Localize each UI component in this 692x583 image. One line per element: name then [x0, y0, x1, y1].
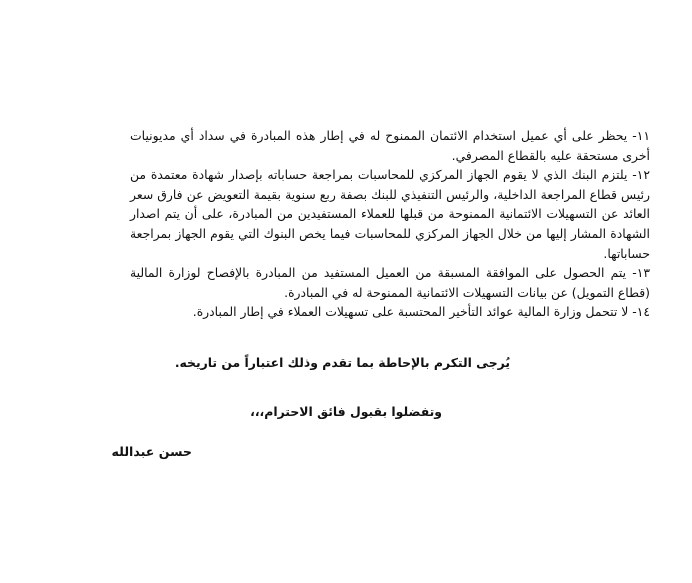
- clause-12: ١٢- يلتزم البنك الذي لا يقوم الجهاز المركزي للمحاسبات بمراجعة حساباته بإصدار شهادة معتمدة من رئيس قطاع المراجعة الداخلية، والرئيس التنفيذي للبنك بصفة ربع سنوية بقيمة التعويض عن فارق سعر العائد عن التسهيلات الائتمانية الممنوحة من قبلها للعملاء المستفيدين من المبادرة، على أن يتم اصدار الشهادة المشار إليها من خلال الجهاز المركزي للمحاسبات فيما يخص البنوك التي يقوم الجهاز بمراجعة حساباتها.: [130, 167, 650, 261]
- clause-13: ١٣- يتم الحصول على الموافقة المسبقة من العميل المستفيد من المبادرة بالإفصاح لوزارة المالية (قطاع التمويل) عن بيانات التسهيلات الائتمانية الممنوحة له في المبادرة.: [130, 265, 650, 300]
- closing-regards: وتفضلوا بقبول فائق الاحترام،،،: [250, 404, 442, 419]
- clause-11: ١١- يحظر على أي عميل استخدام الائتمان الممنوح له في إطار هذه المبادرة في سداد أي مديونيات أخرى مستحقة عليه بالقطاع المصرفي.: [130, 128, 650, 163]
- clause-14: ١٤- لا تتحمل وزارة المالية عوائد التأخير المحتسبة على تسهيلات العملاء في إطار المبادرة.: [192, 304, 650, 320]
- clause-list: [130, 126, 650, 322]
- signature-name: حسن عبدالله: [111, 444, 192, 459]
- closing-request: يُرجى التكرم بالإحاطة بما تقدم وذلك اعتباراً من تاريخه.: [174, 355, 510, 370]
